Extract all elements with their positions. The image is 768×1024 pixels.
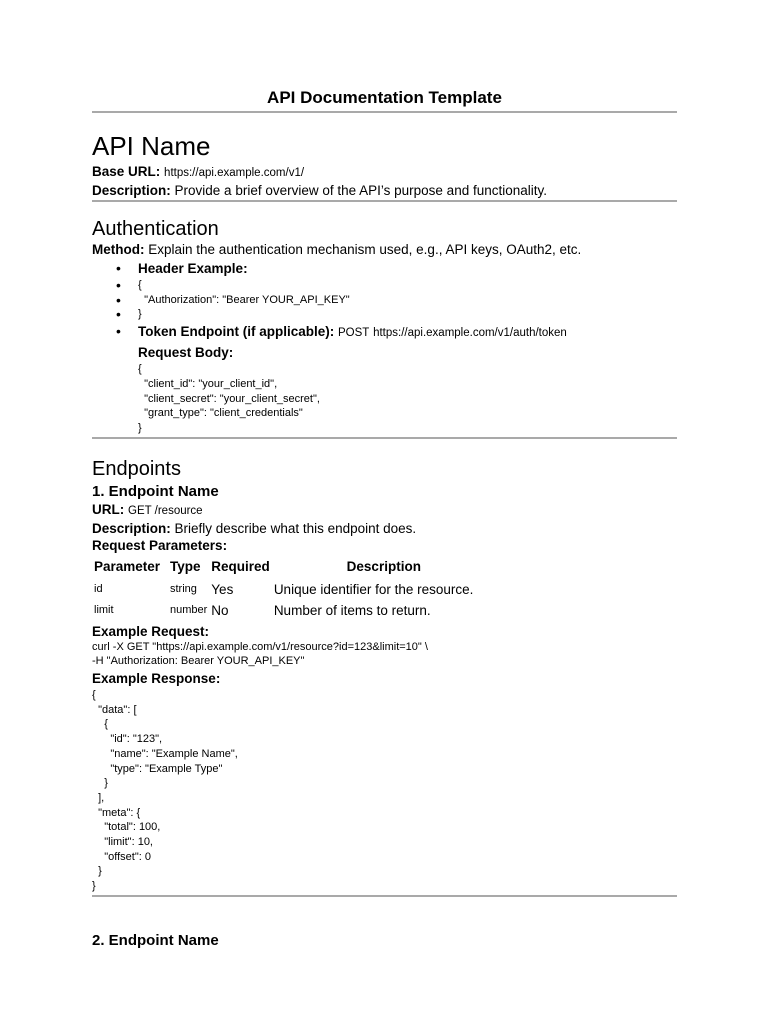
base-url-label: Base URL: [92, 164, 156, 179]
table-row: [92, 600, 496, 621]
row-2-required: No: [211, 602, 229, 618]
request-body-line-4: "grant_type": "client_credentials": [138, 407, 303, 420]
endpoints-section: [92, 457, 677, 950]
base-url-value: https://api.example.com/v1/: [164, 167, 305, 179]
auth-method-label: Method: [92, 242, 140, 257]
example-response-line: Example Response:: [92, 671, 221, 687]
header-line-3: • }: [116, 307, 677, 322]
request-line-2: -H "Authorization: Bearer YOUR_API_KEY": [92, 655, 305, 668]
row-1-required: Yes: [211, 581, 234, 597]
request-body-label-line: Request Body:: [138, 345, 234, 361]
example-request-label: Example Request: [92, 623, 205, 639]
token-endpoint-url: https://api.example.com/v1/auth/token: [373, 327, 567, 340]
request-body-line-3: "client_secret": "your_client_secret",: [138, 392, 320, 405]
header-type: Type: [170, 558, 201, 574]
api-section-divider: [92, 200, 677, 202]
auth-method-value: Explain the authentication mechanism used, e.g., API keys, OAuth2, etc.: [148, 242, 582, 257]
request-body-line-2: "client_id": "your_client_id",: [138, 377, 278, 390]
response-line-2: "data": [: [92, 703, 137, 716]
token-endpoint-label: Token Endpoint (if applicable): [138, 324, 330, 340]
auth-bullet-list: [92, 259, 677, 343]
api-name-heading: API Name: [92, 131, 211, 161]
endpoint-1-description-label: Description: [92, 520, 167, 536]
response-line-13: }: [92, 865, 102, 878]
parameters-table-header-row: [92, 556, 496, 579]
header-line-1: • {: [116, 278, 677, 293]
row-1-description: Unique identifier for the resource.: [273, 581, 474, 597]
request-parameters-label: Request Parameters: [92, 537, 223, 553]
token-endpoint-method: POST: [338, 327, 370, 340]
endpoint-1-url-line: URL: GET /resource: [92, 501, 203, 517]
authentication-section: [92, 217, 677, 439]
response-line-6: "type": "Example Type": [92, 762, 223, 775]
endpoints-heading: Endpoints: [92, 457, 181, 480]
response-line-11: "limit": 10,: [92, 836, 153, 849]
request-body-line-1: {: [138, 363, 142, 376]
title-divider: [92, 111, 677, 113]
request-body-label: Request Body: [138, 345, 229, 361]
api-overview-section: [92, 131, 677, 202]
document-content: [92, 86, 677, 950]
endpoint-1-description-value: Briefly describe what this endpoint does.: [174, 520, 417, 536]
parameters-table: [92, 556, 496, 621]
request-parameters-line: Request Parameters:: [92, 537, 228, 553]
endpoint-1-name: 1. Endpoint Name: [92, 482, 219, 500]
header-example-label: Header Example: [138, 261, 244, 276]
response-line-4: "id": "123",: [92, 733, 163, 746]
auth-section-divider: [92, 437, 677, 439]
response-line-10: "total": 100,: [92, 821, 161, 834]
endpoint-1-divider: [92, 895, 677, 897]
api-description-label: Description: [92, 183, 167, 198]
response-line-3: {: [92, 718, 108, 731]
endpoint-2-name: 2. Endpoint Name: [92, 931, 219, 949]
endpoint-1-url-value: GET /resource: [128, 504, 203, 517]
base-url-line: Base URL: https://api.example.com/v1/: [92, 164, 305, 179]
response-line-8: ],: [92, 791, 105, 804]
row-1-type: string: [170, 582, 197, 595]
header-example-item: • Header Example:: [116, 259, 677, 278]
header-parameter: Parameter: [94, 558, 161, 574]
row-2-parameter: limit: [94, 603, 114, 616]
response-line-9: "meta": {: [92, 806, 141, 819]
api-description-value: Provide a brief overview of the API’s purpose and functionality.: [174, 183, 547, 198]
document-title: API Documentation Template: [267, 88, 502, 107]
example-response-code: [92, 688, 677, 894]
example-response-label: Example Response: [92, 671, 216, 687]
response-line-5: "name": "Example Name",: [92, 747, 238, 760]
api-description-line: Description: Provide a brief overview of the API’s purpose and functionality.: [92, 183, 547, 198]
header-required: Required: [211, 558, 270, 574]
row-2-type: number: [170, 603, 208, 616]
row-2-description: Number of items to return.: [273, 602, 431, 618]
response-line-14: }: [92, 880, 96, 893]
request-body-block: [92, 343, 677, 436]
auth-method-line: Method: Explain the authentication mechanism used, e.g., API keys, OAuth2, etc.: [92, 242, 582, 257]
request-line-1: curl -X GET "https://api.example.com/v1/resource?id=123&limit=10" \: [92, 640, 428, 653]
endpoint-1-url-label: URL: [92, 501, 120, 517]
header-description: Description: [346, 558, 421, 574]
request-body-line-5: }: [138, 421, 142, 434]
row-1-parameter: id: [94, 582, 103, 595]
token-endpoint-item: • Token Endpoint (if applicable): POST https://api.example.com/v1/auth/token: [116, 322, 677, 343]
response-line-1: {: [92, 689, 96, 702]
authentication-heading: Authentication: [92, 218, 219, 240]
table-row: [92, 579, 496, 600]
response-line-12: "offset": 0: [92, 850, 151, 863]
header-line-2: • "Authorization": "Bearer YOUR_API_KEY": [116, 293, 677, 308]
response-line-7: }: [92, 777, 108, 790]
endpoint-1-description-line: Description: Briefly describe what this endpoint does.: [92, 520, 417, 536]
example-request-line: Example Request:: [92, 623, 210, 639]
